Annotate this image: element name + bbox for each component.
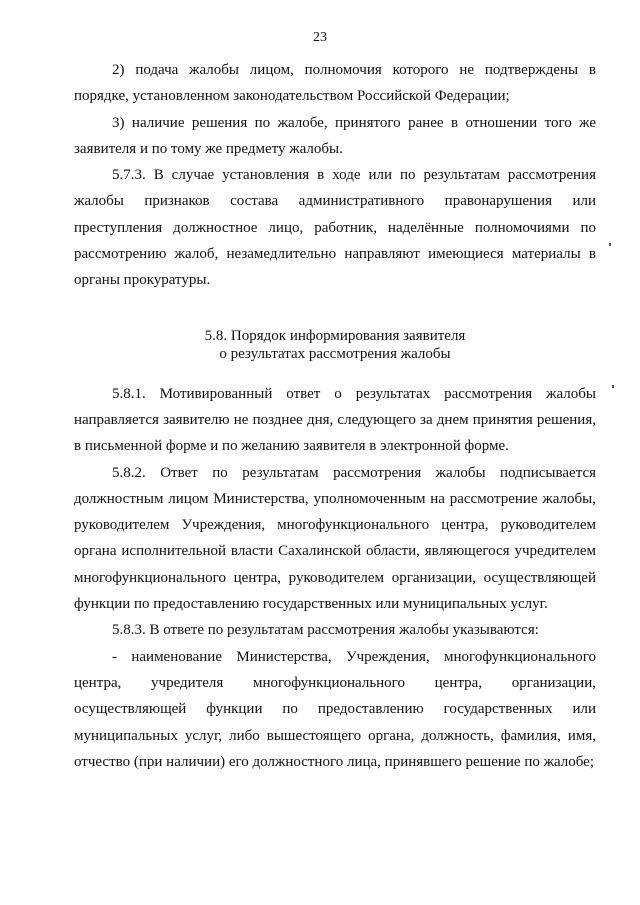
paragraph-5-8-3: 5.8.3. В ответе по результатам рассмотрения жалобы указываются: — [112, 622, 539, 639]
paragraph-5-8-1: 5.8.1. Мотивированный ответ о результатах рассмотрения жалобы направляется заявителю не позднее дня, следующего за днем принятия решения, в письменной форме и по желанию заявителя в электронной форме. — [74, 385, 596, 455]
page-number: 23 — [313, 30, 327, 45]
document-body — [74, 57, 596, 775]
list-item-name: - наименование Министерства, Учреждения, многофункционального центра, учредителя многофункционального центра, организации, осуществляющей функции по предоставлению государственных или муниципальных услуг, либо вышестоящего органа, должность, фамилия, имя, отчество (при наличии) его должностного лица, принявшего решение по жалобе; — [74, 648, 596, 770]
paragraph-item-2: 2) подача жалобы лицом, полномочия которого не подтверждены в порядке, установленном законодательством Российской Федерации; — [74, 62, 596, 105]
paragraph-item-3: 3) наличие решения по жалобе, принятого ранее в отношении того же заявителя и по тому же предмету жалобы. — [74, 114, 596, 157]
section-heading-line2: о результатах рассмотрения жалобы — [219, 345, 451, 362]
paragraph-5-7-3: 5.7.3. В случае установления в ходе или по результатам рассмотрения жалобы признаков состава административного правонарушения или преступления должностное лицо, работник, наделённые полномочиями по рассмотрению жалоб, незамедлительно направляют имеющиеся материалы в органы прокуратуры. — [74, 167, 596, 289]
paragraph-5-8-2: 5.8.2. Ответ по результатам рассмотрения жалобы подписывается должностным лицом Министерства, уполномоченным на рассмотрение жалобы, руководителем Учреждения, многофункционального центра, руководителем органа исполнительной власти Сахалинской области, являющегося учредителем многофункционального центра, руководителем организации, осуществляющей функции по предоставлению государственных или муниципальных услуг. — [74, 464, 596, 613]
scan-speck — [609, 243, 611, 246]
section-heading-line1: 5.8. Порядок информирования заявителя — [204, 327, 466, 344]
section-heading-5-8 — [74, 327, 596, 363]
scan-speck — [612, 385, 614, 388]
